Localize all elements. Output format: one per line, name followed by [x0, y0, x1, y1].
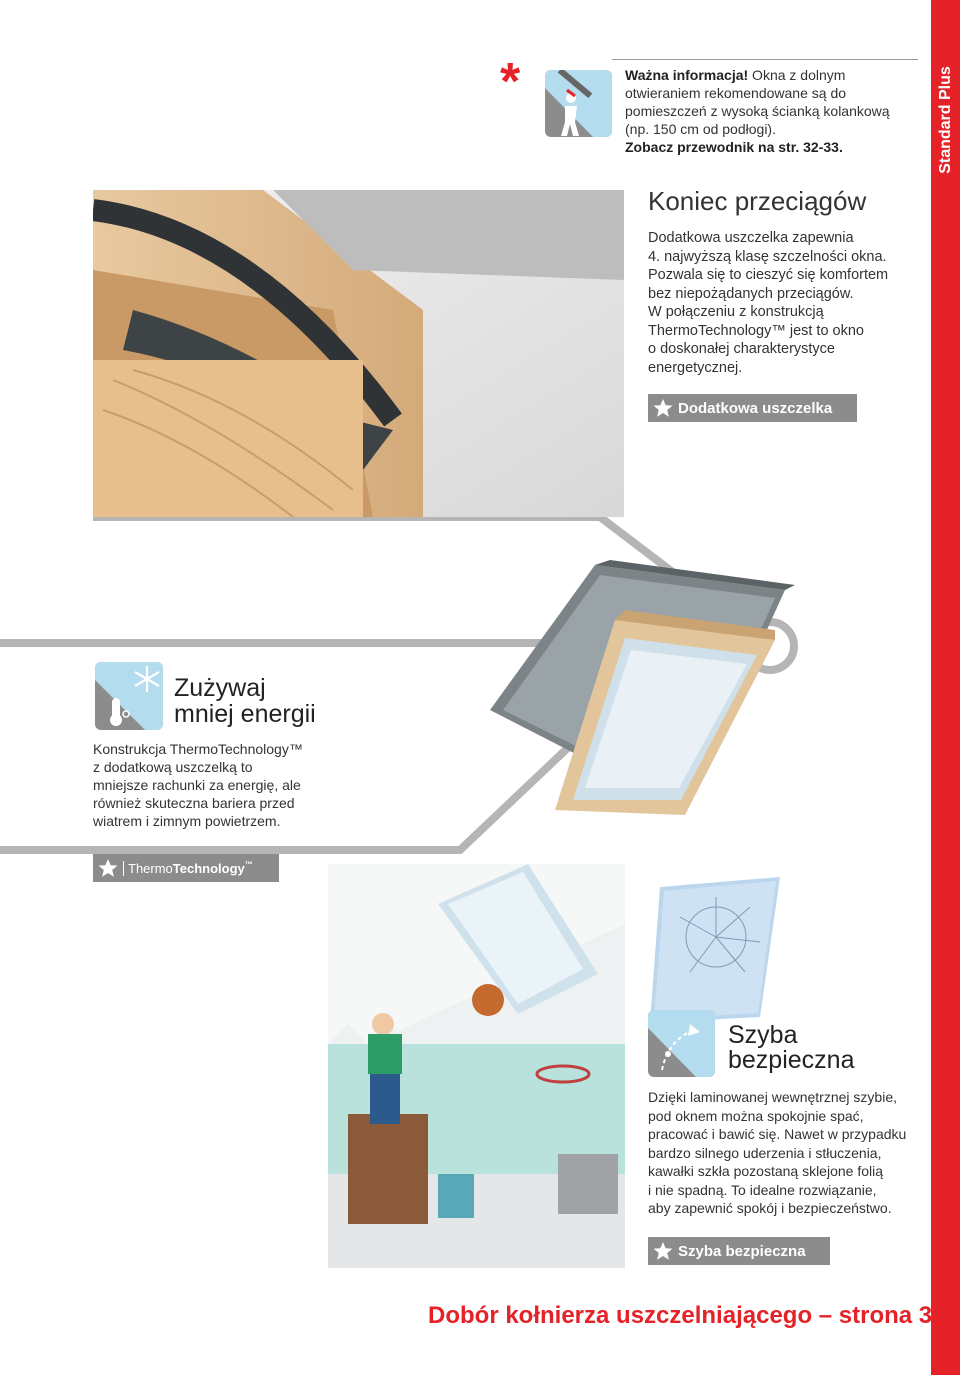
draft-line: o doskonałej charakterystyce	[648, 341, 835, 357]
safety-title-line: bezpieczna	[728, 1046, 855, 1074]
safety-glass-badge	[648, 1237, 830, 1265]
draft-line: ThermoTechnology™ jest to okno	[648, 322, 864, 339]
kids-room-photo	[328, 864, 625, 1268]
low-opening-window-person-icon	[545, 70, 612, 137]
seal-closeup-photo	[93, 190, 624, 517]
draft-title: Koniec przeciągów	[648, 186, 867, 216]
draft-line: bez niepożądanych przeciągów.	[648, 285, 854, 302]
safety-line: aby zapewnić spokój i bezpieczeństwo.	[648, 1200, 892, 1216]
draft-line: Pozwala się to cieszyć się komfortem	[648, 267, 889, 283]
energy-title-line: Zużywaj	[174, 674, 266, 702]
safety-line: i nie spadną. To idealne rozwiązanie,	[648, 1181, 877, 1198]
safety-line: pracować i bawić się. Nawet w przypadku	[648, 1126, 907, 1142]
draft-line: 4. najwyższą klasę szczelności okna.	[648, 248, 887, 265]
extra-seal-badge	[648, 394, 857, 422]
safety-title-line: Szyba	[728, 1021, 798, 1049]
energy-title	[174, 675, 316, 727]
energy-line: wiatrem i zimnym powietrzem.	[93, 813, 281, 829]
energy-line: również skuteczna bariera przed	[93, 795, 295, 811]
notice-bold-prefix: Ważna informacja!	[625, 67, 749, 83]
safety-line: Dzięki laminowanej wewnętrznej szybie,	[648, 1089, 897, 1105]
side-tab	[931, 0, 960, 1375]
laminated-glass-photo	[650, 877, 782, 1023]
energy-body	[93, 740, 308, 830]
star-icon	[648, 1241, 678, 1261]
roof-window-photo	[485, 560, 805, 820]
asterisk-mark: *	[500, 53, 521, 111]
star-icon	[648, 398, 678, 418]
extra-seal-badge-label: Dodatkowa uszczelka	[678, 399, 833, 417]
draft-body	[648, 229, 918, 377]
energy-line: mniejsze rachunki za energię, ale	[93, 777, 301, 793]
safety-line: bardzo silnego uderzenia i stłuczenia,	[648, 1144, 882, 1161]
draft-line: W połączeniu z konstrukcją	[648, 304, 824, 320]
flashing-selection-link[interactable]: Dobór kołnierza uszczelniającego – strona 37	[428, 1302, 946, 1329]
shattered-glass-icon	[648, 1010, 715, 1077]
safety-line: kawałki szkła pozostaną sklejone folią	[648, 1163, 884, 1179]
thermotechnology-badge	[93, 854, 279, 882]
safety-body	[648, 1088, 918, 1218]
notice-text	[625, 66, 895, 156]
energy-title-line: mniej energii	[174, 700, 316, 728]
draft-line: Dodatkowa uszczelka zapewnia	[648, 230, 854, 246]
thermo-badge-bold: Technology	[172, 860, 245, 876]
snowflake-thermometer-icon	[95, 662, 163, 730]
draft-line: energetycznej.	[648, 359, 743, 376]
side-tab-label: Standard Plus	[937, 66, 954, 174]
safety-glass-badge-label: Szyba bezpieczna	[678, 1242, 806, 1260]
thermo-badge-light: Thermo	[123, 861, 173, 876]
thermo-badge-tm: ™	[244, 860, 253, 869]
top-divider	[612, 59, 918, 60]
star-icon	[93, 858, 123, 878]
notice-line: otwieraniem rekomendowane są do	[625, 85, 847, 101]
notice-line: Okna z dolnym	[748, 67, 846, 83]
notice-reference: Zobacz przewodnik na str. 32-33.	[625, 139, 843, 155]
safety-title	[728, 1023, 854, 1073]
energy-line: z dodatkową uszczelką to	[93, 759, 253, 775]
notice-line: (np. 150 cm od podłogi).	[625, 121, 776, 137]
notice-line: pomieszczeń z wysoką ścianką kolankową	[625, 103, 890, 119]
safety-line: pod oknem można spokojnie spać,	[648, 1107, 864, 1124]
energy-line: Konstrukcja ThermoTechnology™	[93, 741, 303, 757]
